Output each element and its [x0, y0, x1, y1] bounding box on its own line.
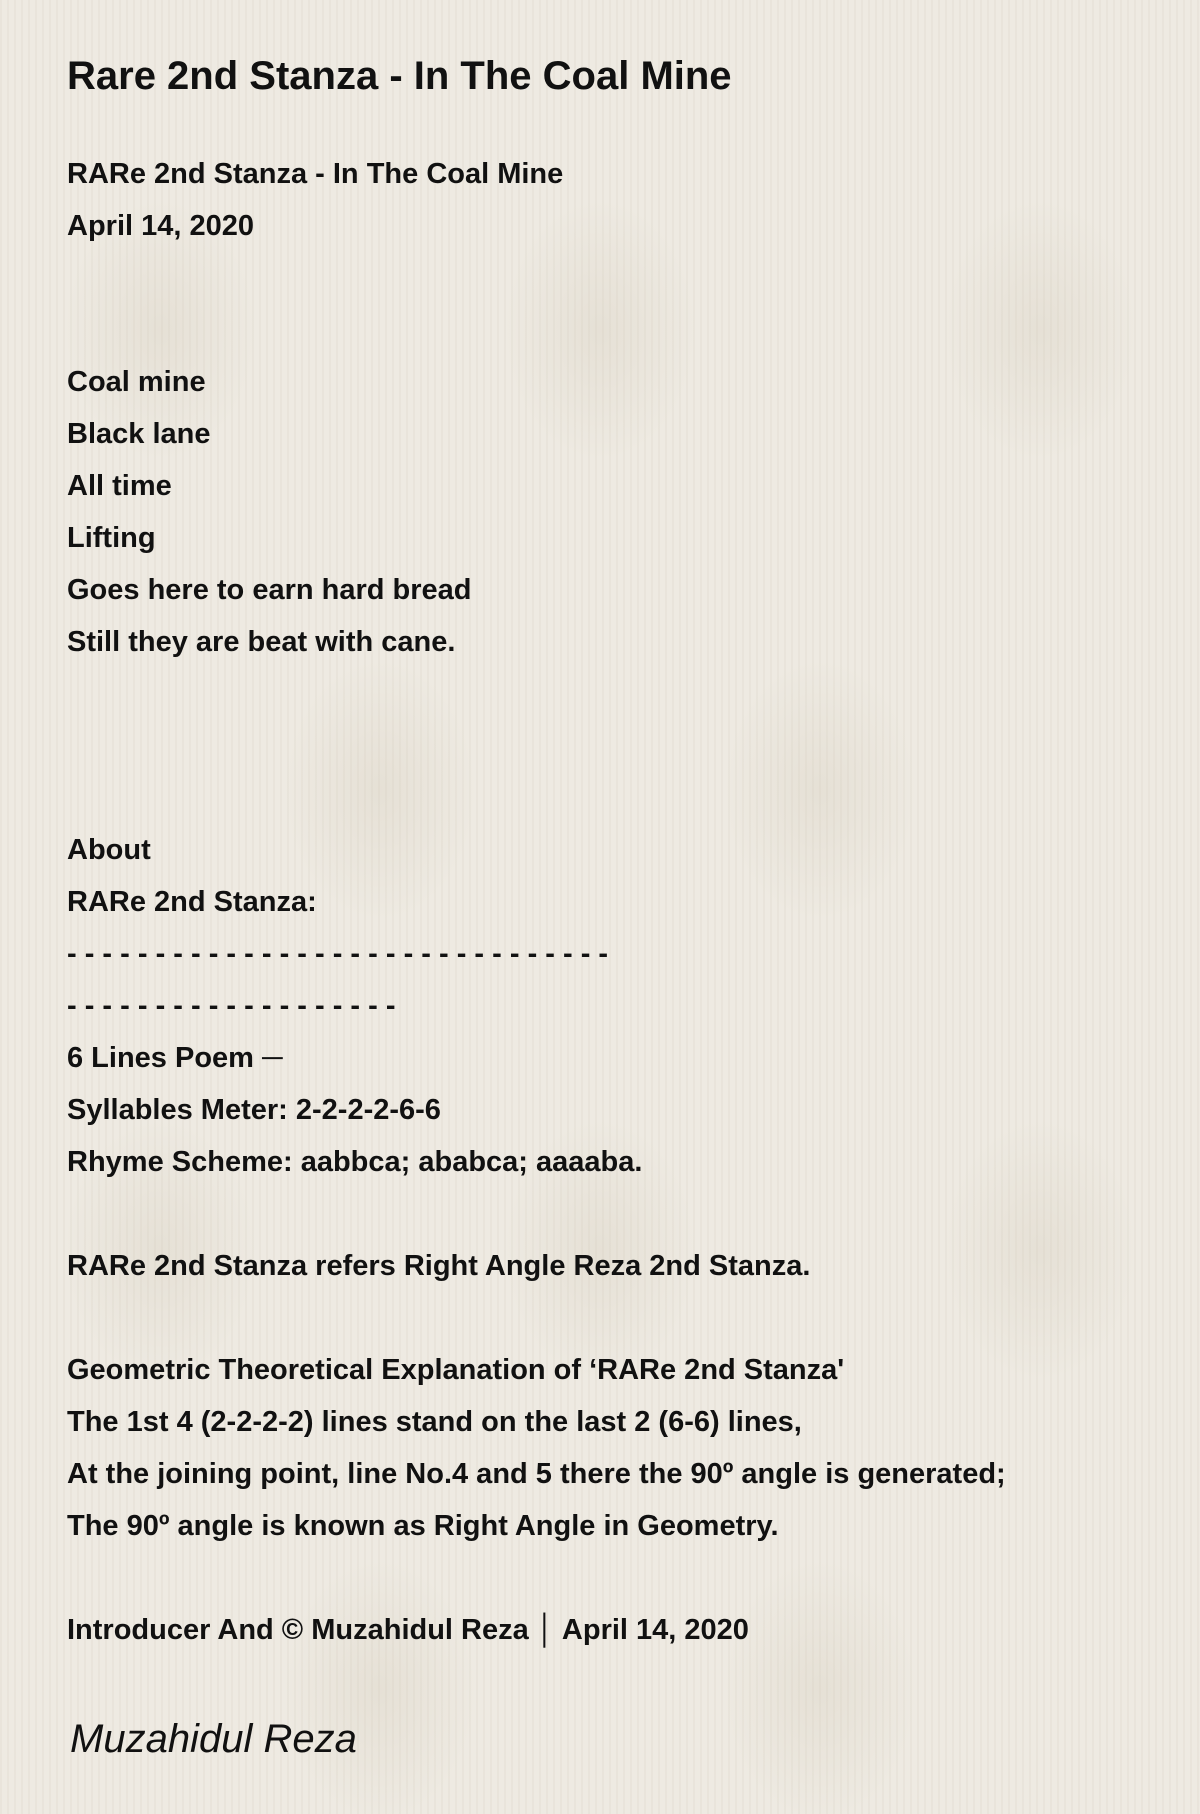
poem-date: April 14, 2020: [67, 210, 254, 242]
dashed-divider: - - - - - - - - - - - - - - - - - - -: [67, 990, 396, 1022]
dashed-divider: - - - - - - - - - - - - - - - - - - - - - - - - - - - - - - -: [67, 938, 609, 970]
about-rhyme: Rhyme Scheme: aabbca; ababca; aaaaba.: [67, 1146, 643, 1178]
poem-body: [67, 148, 1177, 1656]
stanza-line: Coal mine: [67, 366, 206, 398]
credit-line: Introducer And © Muzahidul Reza │ April 14, 2020: [67, 1614, 749, 1646]
blank-line: [67, 252, 1177, 304]
about-meter: Syllables Meter: 2-2-2-2-6-6: [67, 1094, 441, 1126]
blank-line: [67, 304, 1177, 356]
stanza-line: Black lane: [67, 418, 211, 450]
stanza-line: Still they are beat with cane.: [67, 626, 456, 658]
blank-line: [67, 1188, 1177, 1240]
explanation-line: The 90º angle is known as Right Angle in Geometry.: [67, 1510, 779, 1542]
stanza-line: Goes here to earn hard bread: [67, 574, 472, 606]
about-form-lines: 6 Lines Poem ─: [67, 1042, 283, 1074]
stanza-line: All time: [67, 470, 172, 502]
explanation-line: At the joining point, line No.4 and 5 there the 90º angle is generated;: [67, 1458, 1006, 1490]
blank-line: [67, 720, 1177, 772]
poem-heading: RARe 2nd Stanza - In The Coal Mine: [67, 158, 564, 190]
about-form-name: RARe 2nd Stanza:: [67, 886, 317, 918]
stanza-line: Lifting: [67, 522, 156, 554]
about-label: About: [67, 834, 151, 866]
blank-line: [67, 1552, 1177, 1604]
blank-line: [67, 1292, 1177, 1344]
blank-line: [67, 772, 1177, 824]
blank-line: [67, 668, 1177, 720]
about-definition: RARe 2nd Stanza refers Right Angle Reza 2nd Stanza.: [67, 1250, 811, 1282]
explanation-title: Geometric Theoretical Explanation of ‘RARe 2nd Stanza': [67, 1354, 845, 1386]
explanation-line: The 1st 4 (2-2-2-2) lines stand on the last 2 (6-6) lines,: [67, 1406, 802, 1438]
poem-title: Rare 2nd Stanza - In The Coal Mine: [67, 54, 732, 98]
author-signature: Muzahidul Reza: [70, 1717, 357, 1761]
